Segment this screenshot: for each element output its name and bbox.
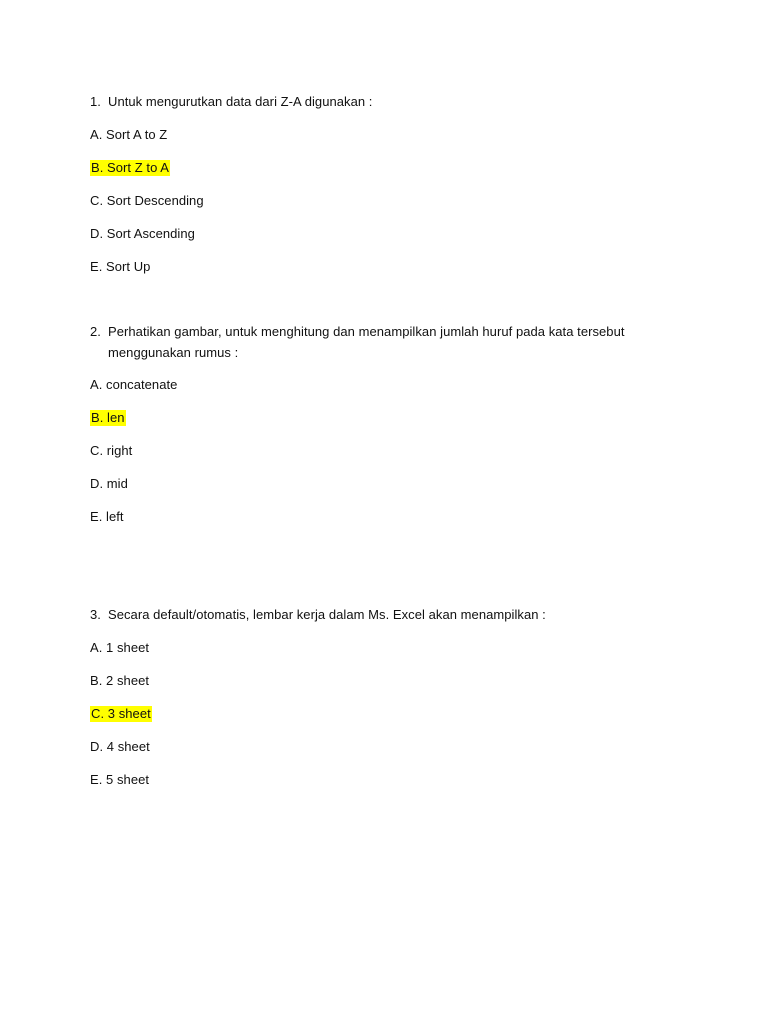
question-1-option-a [90, 127, 167, 143]
question-2-stem-continued [108, 345, 238, 361]
question-3-option-b [90, 673, 149, 689]
question-2-stem [90, 324, 625, 340]
question-number: 1. [90, 94, 101, 109]
question-1-stem [90, 94, 372, 110]
question-3-stem [90, 607, 546, 623]
question-2-option-d [90, 476, 128, 492]
question-text: menggunakan rumus : [108, 345, 239, 360]
question-number: 2. [90, 324, 101, 339]
question-text: Perhatikan gambar, untuk menghitung dan menampilkan jumlah huruf pada kata tersebut [108, 324, 625, 339]
question-text: Untuk mengurutkan data dari Z-A digunakan : [108, 94, 373, 109]
option-text: D. mid [90, 476, 128, 491]
question-1-option-e [90, 259, 150, 275]
question-3-option-c [90, 706, 152, 722]
option-text: C. Sort Descending [90, 193, 204, 208]
option-text: E. left [90, 509, 124, 524]
option-text: A. concatenate [90, 377, 178, 392]
question-2-option-b [90, 410, 126, 426]
question-number: 3. [90, 607, 101, 622]
question-2-option-a [90, 377, 177, 393]
option-text: E. 5 sheet [90, 772, 150, 787]
question-3-option-a [90, 640, 149, 656]
option-text: A. 1 sheet [90, 640, 150, 655]
question-3-option-e [90, 772, 149, 788]
option-text: D. Sort Ascending [90, 226, 195, 241]
option-text: E. Sort Up [90, 259, 151, 274]
question-text: Secara default/otomatis, lembar kerja dalam Ms. Excel akan menampilkan : [108, 607, 546, 622]
option-text-highlighted: B. Sort Z to A [91, 160, 170, 175]
question-1-option-d [90, 226, 195, 242]
question-1-option-c [90, 193, 204, 209]
question-2-option-c [90, 443, 132, 459]
option-text: B. 2 sheet [90, 673, 150, 688]
option-text: A. Sort A to Z [90, 127, 168, 142]
option-text: C. right [90, 443, 133, 458]
question-2-option-e [90, 509, 124, 525]
option-text: D. 4 sheet [90, 739, 150, 754]
option-text-highlighted: B. len [91, 410, 125, 425]
question-1-option-b [90, 160, 170, 176]
question-3-option-d [90, 739, 150, 755]
option-text-highlighted: C. 3 sheet [91, 706, 151, 721]
